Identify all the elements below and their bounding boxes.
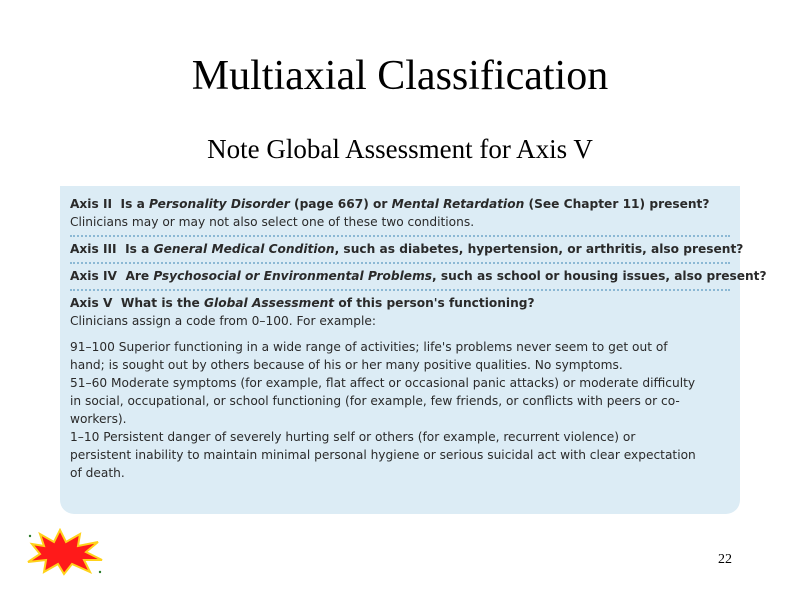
axis-2-text-post: (See Chapter 11) present?: [524, 197, 710, 211]
example-91-100: [70, 338, 730, 374]
axis-5-label: Axis V: [70, 296, 113, 310]
example-1-10-line-1: 1–10 Persistent danger of severely hurting self or others (for example, recurrent violence) or: [70, 430, 636, 444]
axis-5-note: Clinicians assign a code from 0–100. For example:: [70, 314, 376, 328]
axis-2-note: Clinicians may or may not also select one of these two conditions.: [70, 215, 475, 229]
example-51-60-line-2: in social, occupational, or school functioning (for example, few friends, or conflicts with peers or co-: [70, 394, 680, 408]
axis-4-row: [70, 264, 767, 291]
starburst-icon: [26, 528, 106, 576]
axis-4-label: Axis IV: [70, 269, 117, 283]
axis-table-image: [60, 186, 767, 514]
axis-3-row: [70, 237, 744, 264]
axis-5-row: [70, 291, 730, 486]
example-1-10: [70, 428, 730, 482]
page-number: 22: [718, 552, 732, 567]
slide-subtitle: Note Global Assessment for Axis V: [207, 134, 593, 164]
axis-3-text-post: , such as diabetes, hypertension, or arthritis, also present?: [334, 242, 744, 256]
spacer: [70, 330, 730, 338]
axis-2-text-mid: (page 667) or: [289, 197, 392, 211]
axis-5-global-assessment: Global Assessment: [204, 296, 335, 310]
axis-4-text-pre: Are: [125, 269, 154, 283]
example-91-100-line-1: 91–100 Superior functioning in a wide range of activities; life's problems never seem to get out of: [70, 340, 668, 354]
example-51-60: [70, 374, 730, 428]
starburst-spark: [99, 571, 101, 573]
example-1-10-line-3: of death.: [70, 466, 125, 480]
axis-3-heading: [70, 240, 744, 258]
axis-4-heading: [70, 267, 767, 285]
axis-2-heading: [70, 195, 730, 213]
axis-4-text-post: , such as school or housing issues, also present?: [432, 269, 767, 283]
axis-2-label: Axis II: [70, 197, 113, 211]
axis-2-personality-disorder: Personality Disorder: [149, 197, 290, 211]
axis-5-text-post: of this person's functioning?: [334, 296, 535, 310]
example-51-60-line-3: workers).: [70, 412, 127, 426]
starburst-spark: [29, 535, 31, 537]
axis-5-text-pre: What is the: [120, 296, 205, 310]
axis-2-row: [70, 192, 730, 237]
starburst-shape: [28, 530, 102, 574]
axis-2-text-pre: Is a: [120, 197, 150, 211]
axis-5-heading: [70, 294, 730, 312]
axis-4-psychosocial-problems: Psychosocial or Environmental Problems: [153, 269, 433, 283]
example-51-60-line-1: 51–60 Moderate symptoms (for example, flat affect or occasional panic attacks) or moderate difficulty: [70, 376, 696, 390]
example-91-100-line-2: hand; is sought out by others because of his or her many positive qualities. No symptoms.: [70, 358, 623, 372]
axis-3-general-medical-condition: General Medical Condition: [153, 242, 335, 256]
axis-2-mental-retardation: Mental Retardation: [391, 197, 525, 211]
slide-title: Multiaxial Classification: [191, 53, 609, 99]
example-1-10-line-2: persistent inability to maintain minimal personal hygiene or serious suicidal act with clear expectation: [70, 448, 696, 462]
axis-3-label: Axis III: [70, 242, 117, 256]
axis-3-text-pre: Is a: [125, 242, 154, 256]
